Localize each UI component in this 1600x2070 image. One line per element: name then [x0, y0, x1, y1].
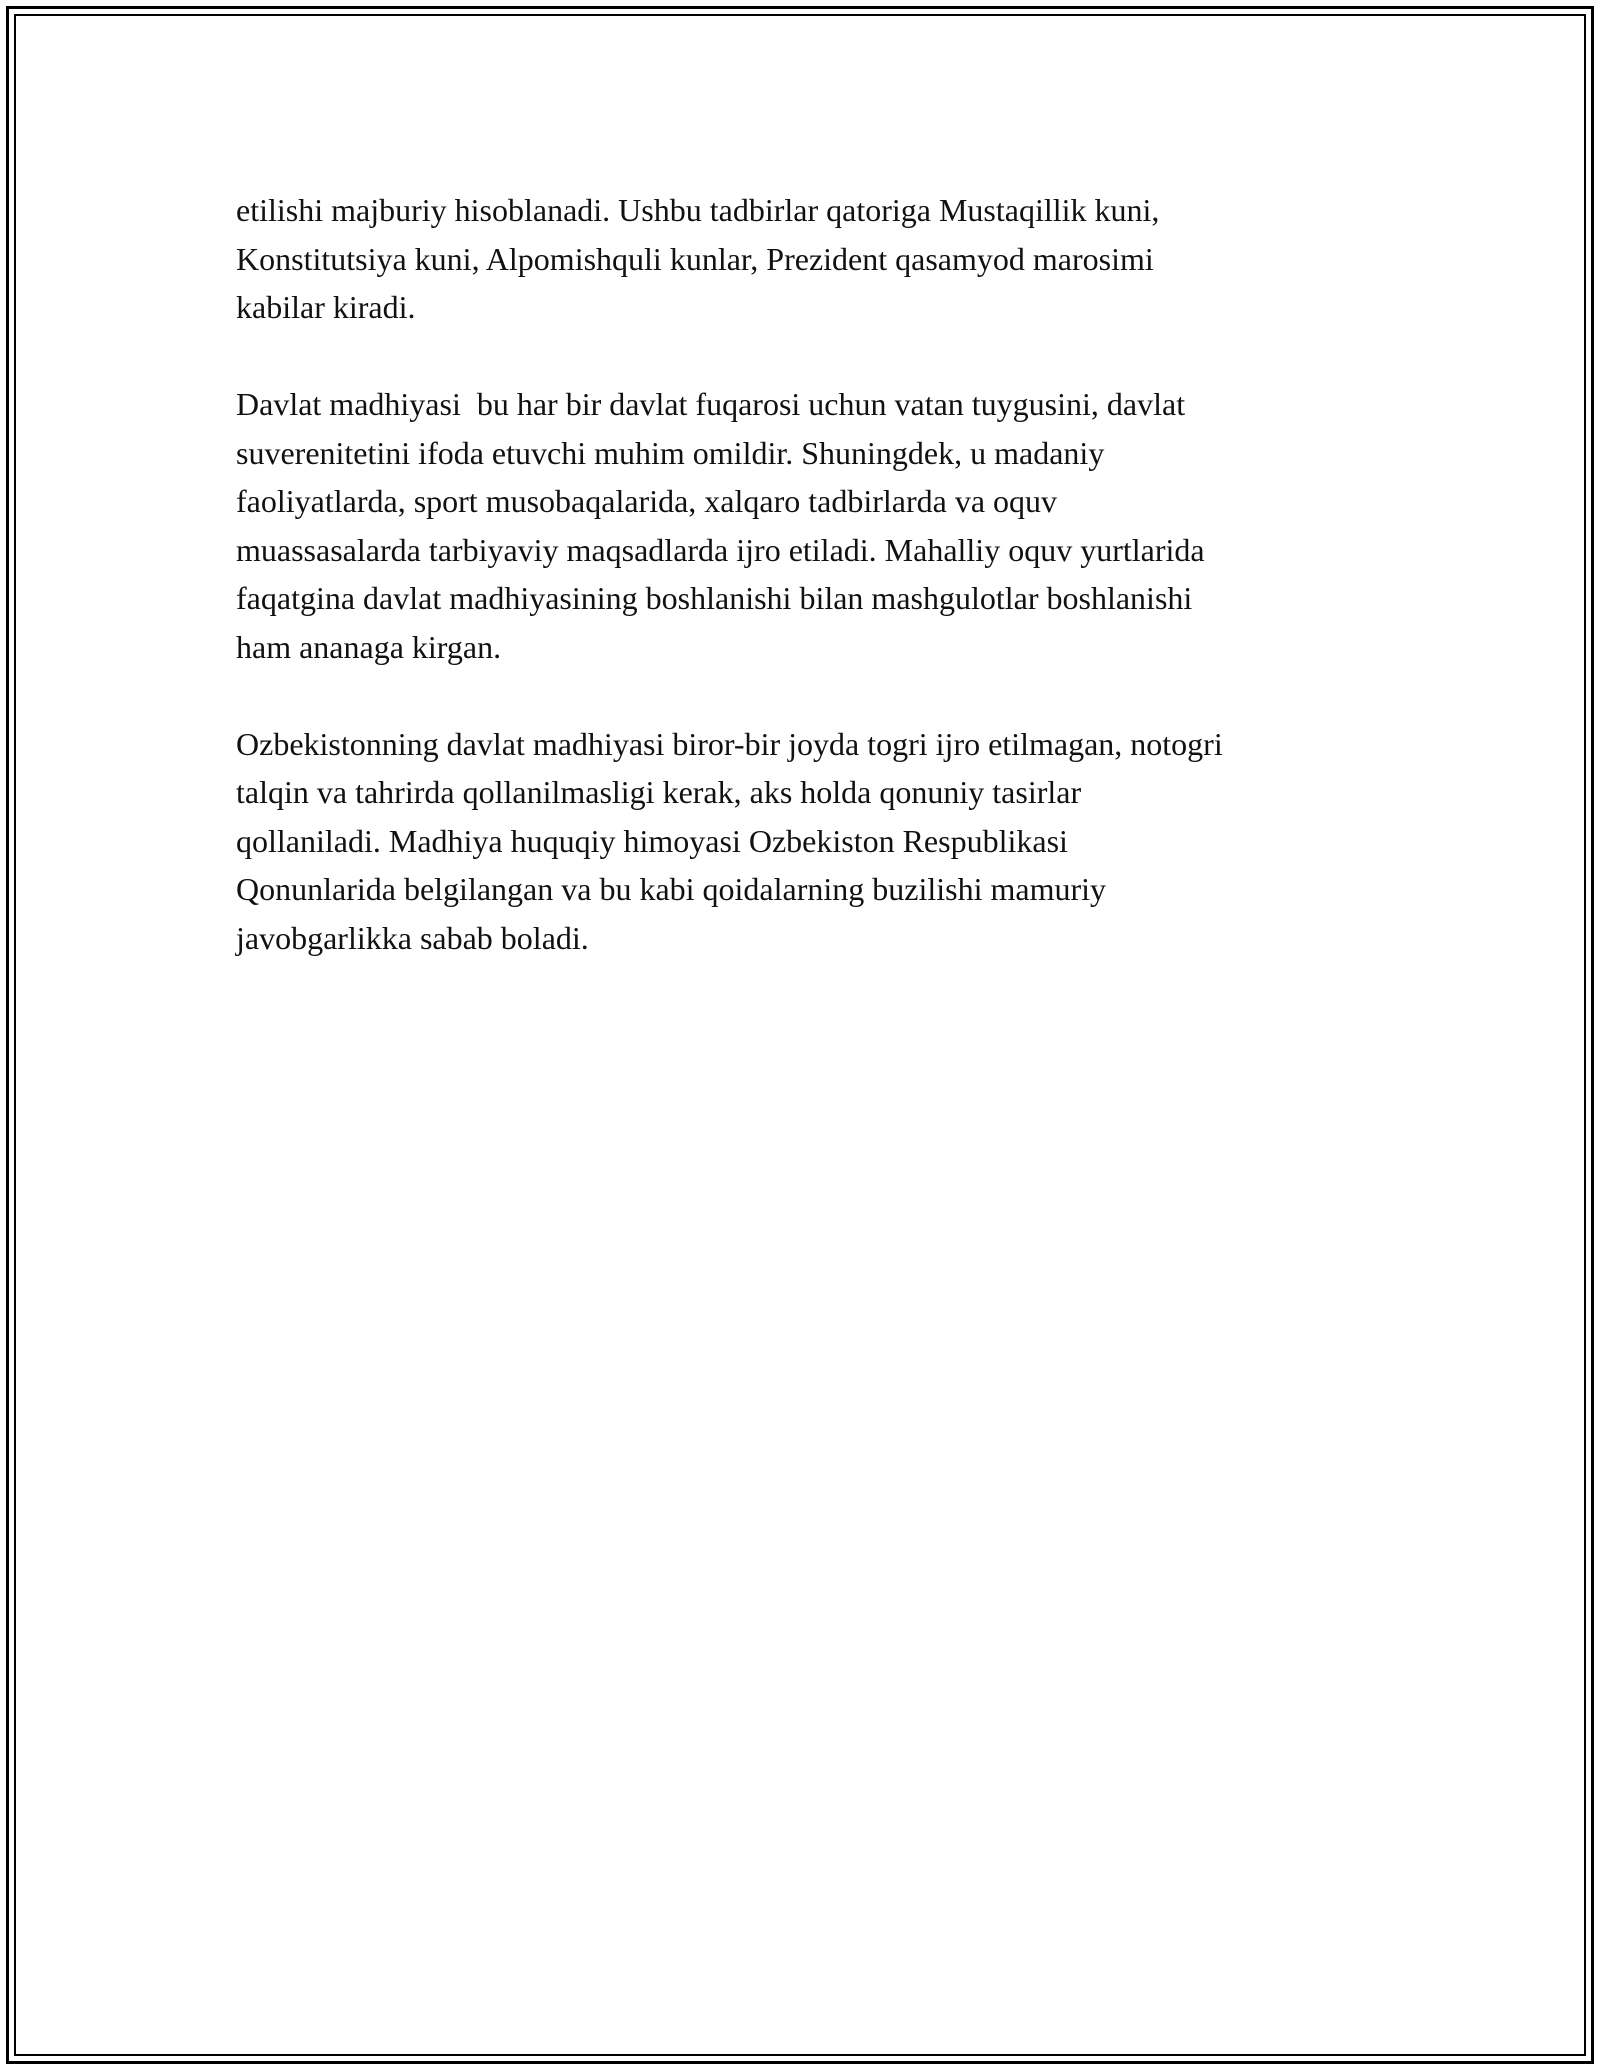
paragraph-3 — [236, 720, 1396, 963]
text-line: Konstitutsiya kuni, Alpomishquli kunlar, Prezident qasamyod marosimi — [236, 240, 1154, 277]
document-body — [236, 186, 1396, 1011]
paragraph-2 — [236, 380, 1396, 671]
text-line: kabilar kiradi. — [236, 289, 416, 325]
text-line: suverenitetini ifoda etuvchi muhim omildir. Shuningdek, u madaniy — [236, 434, 1105, 471]
text-line: ham ananaga kirgan. — [236, 628, 502, 665]
text-line: Qonunlarida belgilangan va bu kabi qoidalarning buzilishi mamuriy — [236, 871, 1107, 907]
text-line: Ozbekistonning davlat madhiyasi biror-bir joyda togri ijro etilmagan, notogri — [236, 725, 1223, 762]
text-line: qollaniladi. Madhiya huquqiy himoyasi Ozbekiston Respublikasi — [236, 822, 1068, 859]
text-line: etilishi majburiy hisoblanadi. Ushbu tadbirlar qatoriga Mustaqillik kuni, — [236, 192, 1160, 228]
text-line: faqatgina davlat madhiyasining boshlanishi bilan mashgulotlar boshlanishi — [236, 580, 1193, 616]
text-line: faoliyatlarda, sport musobaqalarida, xalqaro tadbirlarda va oquv — [236, 483, 1058, 519]
text-line: talqin va tahrirda qollanilmasligi kerak, aks holda qonuniy tasirlar — [236, 774, 1082, 810]
text-line: javobgarlikka sabab boladi. — [236, 919, 589, 956]
text-line: muassasalarda tarbiyaviy maqsadlarda ijro etiladi. Mahalliy oquv yurtlarida — [236, 531, 1205, 568]
text-line: Davlat madhiyasi bu har bir davlat fuqarosi uchun vatan tuygusini, davlat — [236, 386, 1186, 422]
paragraph-1 — [236, 186, 1396, 332]
